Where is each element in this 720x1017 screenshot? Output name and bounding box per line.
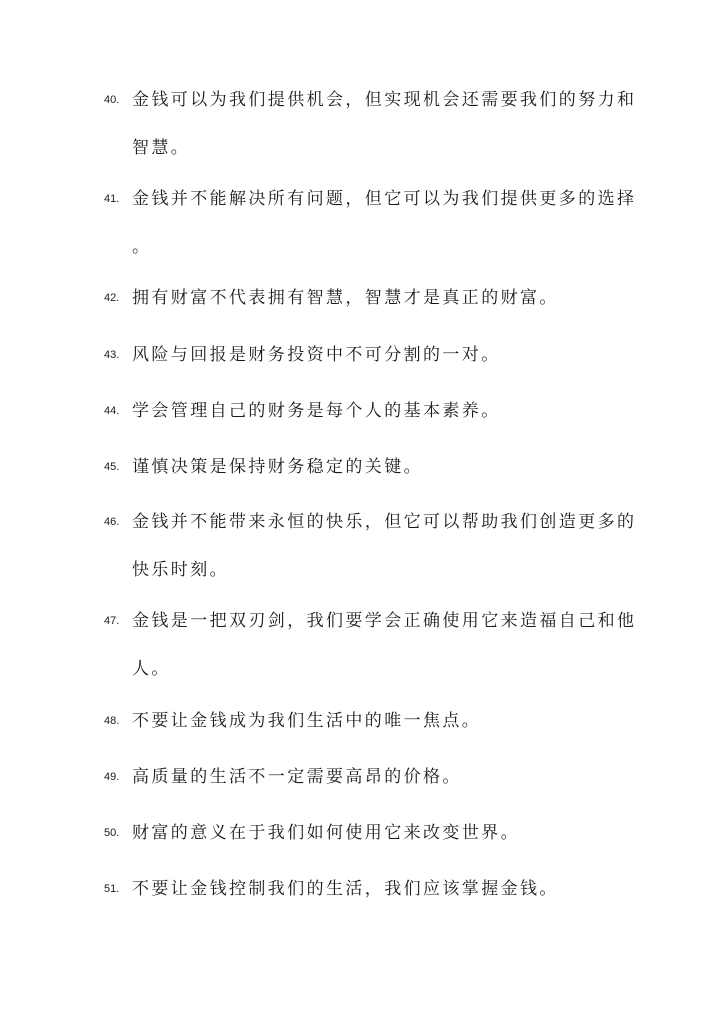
item-text: 不要让金钱控制我们的生活，我们应该掌握金钱。 [132,879,559,899]
item-text: 学会管理自己的财务是每个人的基本素养。 [132,401,501,421]
item-text-line-2: 。 [132,237,152,257]
item-number: 46. [104,516,120,528]
item-number: 41. [104,193,120,205]
item-text-line-1: 金钱是一把双刃剑，我们要学会正确使用它来造福自己和他 [132,611,637,631]
item-text: 风险与回报是财务投资中不可分割的一对。 [132,345,501,365]
item-number: 49. [104,771,120,783]
item-number: 44. [104,405,120,417]
item-text-line-2: 快乐时刻。 [132,560,229,580]
item-number: 42. [104,292,120,304]
item-text: 不要让金钱成为我们生活中的唯一焦点。 [132,711,482,731]
item-text-line-1: 金钱并不能带来永恒的快乐，但它可以帮助我们创造更多的 [132,512,637,532]
item-text-line-2: 智慧。 [132,138,191,158]
item-text: 财富的意义在于我们如何使用它来改变世界。 [132,823,520,843]
item-text-line-1: 金钱并不能解决所有问题，但它可以为我们提供更多的选择 [132,189,637,209]
item-number: 51. [104,883,120,895]
item-text: 高质量的生活不一定需要高昂的价格。 [132,767,462,787]
item-number: 50. [104,827,120,839]
item-number: 40. [104,94,120,106]
item-text: 拥有财富不代表拥有智慧，智慧才是真正的财富。 [132,288,559,308]
item-text-line-2: 人。 [132,659,171,679]
item-text-line-1: 金钱可以为我们提供机会，但实现机会还需要我们的努力和 [132,90,637,110]
item-number: 45. [104,461,120,473]
item-number: 43. [104,349,120,361]
item-text: 谨慎决策是保持财务稳定的关键。 [132,457,423,477]
item-number: 48. [104,715,120,727]
item-number: 47. [104,615,120,627]
